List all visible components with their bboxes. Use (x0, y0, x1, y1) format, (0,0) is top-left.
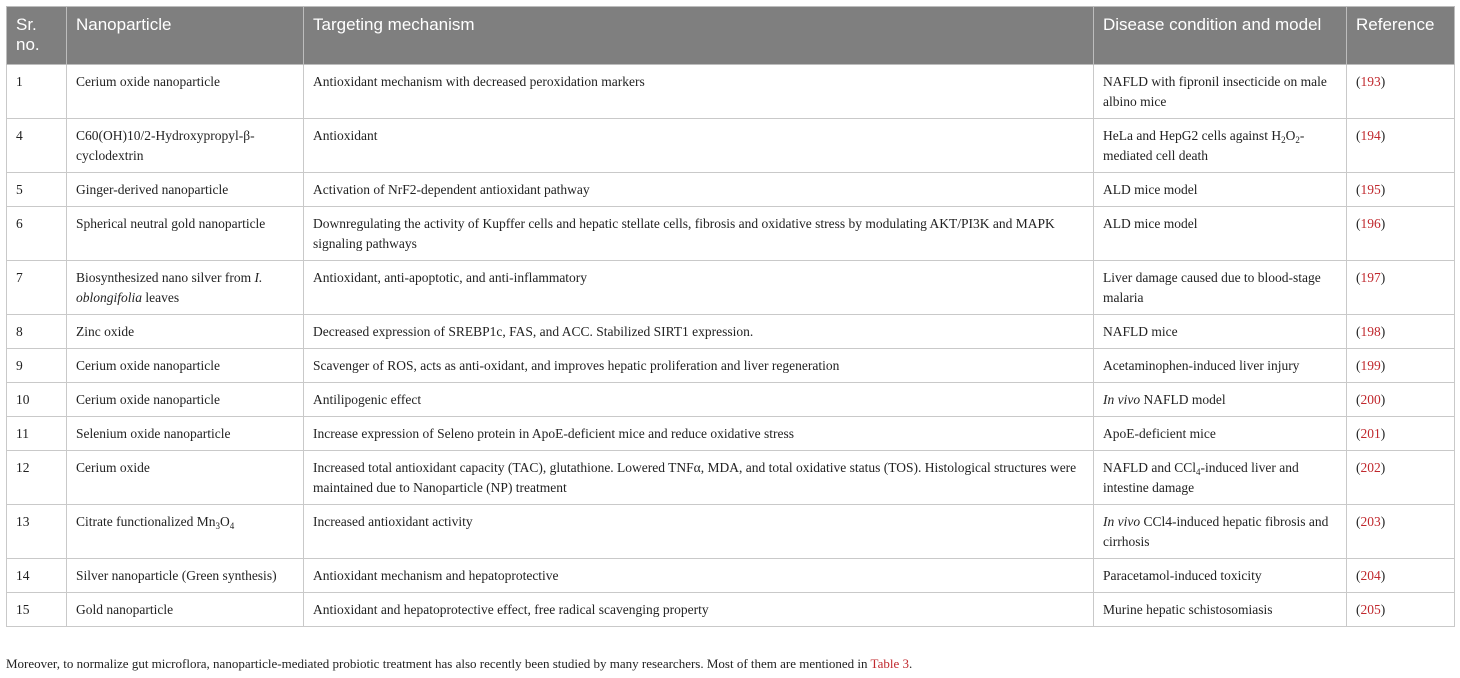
reference-link[interactable]: 199 (1360, 358, 1381, 373)
nanoparticle-table (6, 6, 1455, 627)
cell-mechanism: Increased antioxidant activity (304, 505, 1094, 559)
table-row (7, 65, 1455, 119)
cell-no: 5 (7, 173, 67, 207)
header-targeting-mechanism: Targeting mechanism (304, 7, 1094, 65)
table-row (7, 417, 1455, 451)
cell-no: 12 (7, 451, 67, 505)
cell-reference: (201) (1347, 417, 1455, 451)
reference-link[interactable]: 196 (1360, 216, 1381, 231)
reference-link[interactable]: 197 (1360, 270, 1381, 285)
reference-link[interactable]: 194 (1360, 128, 1381, 143)
cell-reference: (195) (1347, 173, 1455, 207)
table-row (7, 261, 1455, 315)
cell-disease: Acetaminophen-induced liver injury (1094, 349, 1347, 383)
cell-nanoparticle: Ginger-derived nanoparticle (67, 173, 304, 207)
reference-link[interactable]: 204 (1360, 568, 1381, 583)
cell-nanoparticle: Selenium oxide nanoparticle (67, 417, 304, 451)
cell-reference: (193) (1347, 65, 1455, 119)
table-row (7, 349, 1455, 383)
table-row (7, 383, 1455, 417)
cell-disease: In vivo NAFLD model (1094, 383, 1347, 417)
cell-no: 11 (7, 417, 67, 451)
cell-nanoparticle: Citrate functionalized $Mn_3O_4$ (67, 505, 304, 559)
cell-mechanism: Increase expression of Seleno protein in ApoE-deficient mice and reduce oxidative stress (304, 417, 1094, 451)
header-reference: Reference (1347, 7, 1455, 65)
cell-disease: Liver damage caused due to blood-stage malaria (1094, 261, 1347, 315)
reference-link[interactable]: 203 (1360, 514, 1381, 529)
cell-mechanism: Antioxidant mechanism with decreased peroxidation markers (304, 65, 1094, 119)
cell-no: 15 (7, 593, 67, 627)
header-nanoparticle: Nanoparticle (67, 7, 304, 65)
cell-reference: (204) (1347, 559, 1455, 593)
reference-link[interactable]: 201 (1360, 426, 1381, 441)
cell-nanoparticle: Cerium oxide nanoparticle (67, 383, 304, 417)
cell-disease: In vivo CCl4-induced hepatic fibrosis and cirrhosis (1094, 505, 1347, 559)
reference-link[interactable]: 193 (1360, 74, 1381, 89)
cell-nanoparticle: C60(OH)10/2-Hydroxypropyl-β-cyclodextrin (67, 119, 304, 173)
table-3-link[interactable]: Table 3 (870, 656, 909, 671)
cell-nanoparticle: Spherical neutral gold nanoparticle (67, 207, 304, 261)
cell-nanoparticle: Cerium oxide nanoparticle (67, 65, 304, 119)
cell-reference: (205) (1347, 593, 1455, 627)
cell-mechanism: Antioxidant and hepatoprotective effect, free radical scavenging property (304, 593, 1094, 627)
header-disease-condition: Disease condition and model (1094, 7, 1347, 65)
cell-mechanism: Antioxidant, anti-apoptotic, and anti-inflammatory (304, 261, 1094, 315)
cell-no: 14 (7, 559, 67, 593)
cell-no: 10 (7, 383, 67, 417)
cell-no: 1 (7, 65, 67, 119)
cell-mechanism: Antioxidant (304, 119, 1094, 173)
reference-link[interactable]: 205 (1360, 602, 1381, 617)
table-row (7, 207, 1455, 261)
cell-disease: ApoE-deficient mice (1094, 417, 1347, 451)
reference-link[interactable]: 202 (1360, 460, 1381, 475)
reference-link[interactable]: 200 (1360, 392, 1381, 407)
cell-no: 6 (7, 207, 67, 261)
cell-mechanism: Increased total antioxidant capacity (TAC), glutathione. Lowered TNFα, MDA, and total oxidative status (TOS). Histological structures were maintained due to Nanoparticle (NP) treatment (304, 451, 1094, 505)
footnote: Moreover, to normalize gut microflora, nanoparticle-mediated probiotic treatment has also recently been studied by many researchers. Most of them are mentioned in Table 3. (6, 656, 913, 671)
reference-link[interactable]: 198 (1360, 324, 1381, 339)
cell-reference: (199) (1347, 349, 1455, 383)
cell-reference: (203) (1347, 505, 1455, 559)
table-row (7, 593, 1455, 627)
cell-disease: Murine hepatic schistosomiasis (1094, 593, 1347, 627)
cell-mechanism: Activation of NrF2-dependent antioxidant pathway (304, 173, 1094, 207)
cell-reference: (202) (1347, 451, 1455, 505)
cell-reference: (198) (1347, 315, 1455, 349)
cell-disease: ALD mice model (1094, 207, 1347, 261)
cell-reference: (200) (1347, 383, 1455, 417)
cell-disease: ALD mice model (1094, 173, 1347, 207)
cell-disease: HeLa and HepG2 cells against $H_2O_2$-mediated cell death (1094, 119, 1347, 173)
header-sr-no: Sr. no. (7, 7, 67, 65)
table-row (7, 451, 1455, 505)
cell-nanoparticle: Cerium oxide (67, 451, 304, 505)
header-row (7, 7, 1455, 65)
cell-reference: (194) (1347, 119, 1455, 173)
cell-disease: NAFLD and CCl$_4$-induced liver and intestine damage (1094, 451, 1347, 505)
cell-disease: NAFLD with fipronil insecticide on male albino mice (1094, 65, 1347, 119)
footnote-text: Moreover, to normalize gut microflora, nanoparticle-mediated probiotic treatment has also recently been studied by many researchers. Most of them are mentioned in (6, 656, 871, 671)
reference-link[interactable]: 195 (1360, 182, 1381, 197)
cell-mechanism: Scavenger of ROS, acts as anti-oxidant, and improves hepatic proliferation and liver regeneration (304, 349, 1094, 383)
cell-mechanism: Decreased expression of SREBP1c, FAS, and ACC. Stabilized SIRT1 expression. (304, 315, 1094, 349)
cell-no: 8 (7, 315, 67, 349)
table-container (6, 6, 1454, 627)
cell-mechanism: Antioxidant mechanism and hepatoprotective (304, 559, 1094, 593)
cell-disease: Paracetamol-induced toxicity (1094, 559, 1347, 593)
cell-mechanism: Downregulating the activity of Kupffer cells and hepatic stellate cells, fibrosis and oxidative stress by modulating AKT/PI3K and MAPK signaling pathways (304, 207, 1094, 261)
cell-nanoparticle: Cerium oxide nanoparticle (67, 349, 304, 383)
cell-reference: (197) (1347, 261, 1455, 315)
table-row (7, 173, 1455, 207)
cell-mechanism: Antilipogenic effect (304, 383, 1094, 417)
table-row (7, 315, 1455, 349)
cell-no: 4 (7, 119, 67, 173)
cell-nanoparticle: Gold nanoparticle (67, 593, 304, 627)
cell-nanoparticle: Zinc oxide (67, 315, 304, 349)
cell-no: 7 (7, 261, 67, 315)
table-row (7, 559, 1455, 593)
cell-disease: NAFLD mice (1094, 315, 1347, 349)
table-row (7, 119, 1455, 173)
cell-no: 13 (7, 505, 67, 559)
cell-reference: (196) (1347, 207, 1455, 261)
table-row (7, 505, 1455, 559)
cell-nanoparticle: Silver nanoparticle (Green synthesis) (67, 559, 304, 593)
cell-no: 9 (7, 349, 67, 383)
cell-nanoparticle: Biosynthesized nano silver from I. oblongifolia leaves (67, 261, 304, 315)
